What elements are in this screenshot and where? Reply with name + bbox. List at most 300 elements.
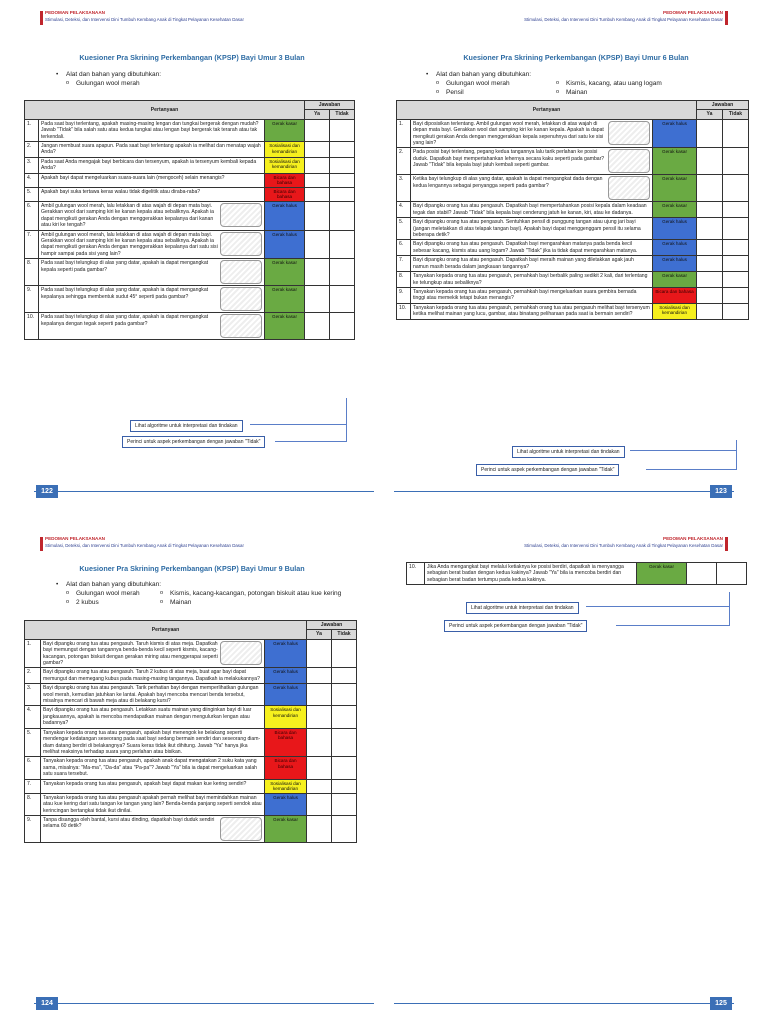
answer-yes-cell[interactable]: [307, 728, 332, 757]
table-row: [397, 202, 749, 218]
category-cell: Sosialisasi dan kemandirian: [653, 303, 697, 319]
kpsp-table: [406, 562, 747, 585]
tool-item: o Gulungan wool merah: [426, 79, 531, 88]
header-yes: Ya: [697, 110, 723, 119]
question-label: Ambil gulungan wool merah, lalu letakkan di atas wajah di depan mata bayi. Gerakkan wool dari samping kiri ke kanan kepala atau sebaliknya. Apakah ia dapat mengikuti gerakan Anda dengan menggerakkan kepalanya dari satu sisi hampir sampai pada sisi yang lain?: [41, 231, 218, 257]
connector-line: [586, 606, 729, 607]
category-cell: Bicara dan bahasa: [265, 187, 305, 201]
header-question: Pertanyaan: [397, 101, 697, 120]
tool-item: o Kismis, kacang-kacangan, potongan biskuit atau kue kering: [150, 589, 350, 598]
answer-no-cell[interactable]: [330, 187, 355, 201]
page-124: [0, 512, 384, 1024]
header-yes: Ya: [307, 630, 332, 639]
question-number: 2.: [25, 142, 39, 158]
page-number: 124: [36, 997, 58, 1010]
answer-yes-cell[interactable]: [697, 256, 723, 272]
question-text: [39, 230, 265, 259]
kpsp-table: [24, 620, 357, 843]
question-text: [39, 187, 265, 201]
table-row: [407, 563, 747, 585]
answer-no-cell[interactable]: [332, 728, 357, 757]
question-label: Jangan membuat suara apapun. Pada saat bayi terlentang apakah ia melihat dan menatap wajah Anda?: [41, 143, 261, 156]
table-row: [397, 256, 749, 272]
table-row: [25, 142, 355, 158]
question-text: [41, 793, 265, 815]
category-cell: Gerak kasar: [653, 148, 697, 175]
page-header: [40, 536, 344, 554]
answer-no-cell[interactable]: [332, 706, 357, 728]
perinci-note: Perinci untuk aspek perkembangan dengan jawaban "Tidak": [444, 620, 587, 632]
question-label: Pada saat bayi telungkup di alas yang datar, apakah ia dapat mengangkat kepalanya sehingga membentuk sudut 45° seperti pada gambar?: [41, 287, 209, 300]
question-number: 9.: [25, 286, 39, 313]
header-subtitle: Stimulasi, Deteksi, dan Intervensi Dini Tumbuh Kembang Anak di Tingkat Pelayanan Kesehatan Dasar: [45, 543, 244, 548]
perinci-note: Perinci untuk aspek perkembangan dengan jawaban "Tidak": [476, 464, 619, 476]
question-number: 6.: [397, 240, 411, 256]
tools-heading: • Alat dan bahan yang dibutuhkan:: [426, 70, 531, 79]
kpsp-table: [396, 100, 749, 320]
question-text: [41, 639, 265, 668]
question-label: Tanyakan kepada orang tua atau pengasuh, pernahkah bayi berbalik paling sedikit 2 kali, dari terlentang ke telungkup atau sebaliknya?: [413, 273, 648, 286]
category-cell: Gerak halus: [265, 668, 307, 684]
question-label: Ketika bayi telungkup di alas yang datar, apakah ia dapat mengangkat dada dengan kedua lengannya sebagai penyangga seperti pada gambar?: [413, 176, 603, 189]
illustration-image: [220, 232, 262, 256]
illustration-image: [220, 817, 262, 841]
category-cell: Sosialisasi dan kemandirian: [265, 157, 305, 173]
category-cell: Gerak halus: [265, 202, 305, 231]
question-number: 10.: [407, 563, 425, 585]
question-text: [411, 148, 653, 175]
illustration-image: [220, 260, 262, 284]
question-text: [39, 313, 265, 340]
question-text: [41, 815, 265, 842]
question-number: 9.: [397, 287, 411, 303]
question-number: 5.: [397, 218, 411, 240]
header-accent-bar: [40, 537, 43, 551]
header-org: PEDOMAN PELAKSANAAN: [45, 536, 105, 541]
question-number: 1.: [25, 119, 39, 141]
category-cell: Gerak halus: [653, 256, 697, 272]
question-label: Pada saat bayi telungkup di alas yang datar, apakah ia dapat mengangkat kepala seperti pada gambar?: [41, 260, 209, 273]
page-title: Kuesioner Pra Skrining Perkembangan (KPSP) Bayi Umur 9 Bulan: [79, 564, 305, 573]
page-number: 123: [710, 485, 732, 498]
header-subtitle: Stimulasi, Deteksi, dan Intervensi Dini Tumbuh Kembang Anak di Tingkat Pelayanan Kesehatan Dasar: [524, 543, 723, 548]
answer-no-cell[interactable]: [330, 259, 355, 286]
category-cell: Gerak kasar: [265, 119, 305, 141]
question-label: Bayi dipangku orang tua atau pengasuh. Letakkan suatu mainan yang diinginkan bayi di luar jangkauannya, apakah ia mencoba mendapatkan mainan dengan mengulurkan lengan atau badannya?: [43, 707, 252, 727]
table-header-row: [397, 101, 749, 110]
header-answer: Jawaban: [697, 101, 749, 110]
answer-yes-cell[interactable]: [307, 793, 332, 815]
page-125: [384, 512, 768, 1024]
question-label: Pada saat Anda mengajak bayi berbicara dan tersenyum, apakah ia tersenyum kembali kepada Anda?: [41, 158, 257, 172]
header-org: PEDOMAN PELAKSANAAN: [663, 536, 723, 541]
question-number: 4.: [397, 202, 411, 218]
header-answer: Jawaban: [307, 621, 357, 630]
page-122: [0, 0, 384, 512]
question-label: Bayi dipangku orang tua atau pengasuh. Tarik perhatian bayi dengan memperlihatkan gulungan wool merah, kemudian jatuhkan ke lantai. Apakah bayi mencoba mencari benda tersebut, misalnya mencari di bawah meja atau di belakang kursi?: [43, 685, 259, 705]
question-label: Bayi dipangku orang tua atau pengasuh. Taruh 2 kubus di atas meja, buat agar bayi dapat memungut dan memegang kubus pada masing-masing tangannya. Dapatkah ia melakukannya?: [43, 669, 260, 682]
category-cell: Gerak kasar: [265, 286, 305, 313]
question-text: [39, 202, 265, 231]
question-text: [411, 240, 653, 256]
answer-no-cell[interactable]: [723, 218, 749, 240]
header-no: Tidak: [332, 630, 357, 639]
question-number: 2.: [25, 668, 41, 684]
category-cell: Gerak kasar: [637, 563, 687, 585]
connector-line: [275, 441, 346, 442]
question-text: [411, 218, 653, 240]
question-text: [39, 142, 265, 158]
answer-no-cell[interactable]: [332, 815, 357, 842]
illustration-image: [220, 203, 262, 227]
question-number: 6.: [25, 757, 41, 779]
category-cell: Bicara dan bahasa: [653, 287, 697, 303]
answer-yes-cell[interactable]: [305, 142, 330, 158]
question-label: Bayi dipangku orang tua atau pengasuh. Dapatkah bayi meraih mainan yang diletakkan agak jauh namun masih berada dalam jangkauan tangannya?: [413, 257, 634, 270]
perinci-note: Perinci untuk aspek perkembangan dengan jawaban "Tidak": [122, 436, 265, 448]
category-cell: Gerak kasar: [265, 259, 305, 286]
illustration-image: [608, 149, 650, 173]
table-row: [25, 728, 357, 757]
illustration-image: [220, 287, 262, 311]
answer-no-cell[interactable]: [332, 779, 357, 793]
category-cell: Gerak halus: [265, 684, 307, 706]
question-text: [39, 157, 265, 173]
answer-no-cell[interactable]: [723, 287, 749, 303]
table-row: [397, 119, 749, 148]
page-number: 125: [710, 997, 732, 1010]
table-row: [397, 287, 749, 303]
question-label: Tanpa disangga oleh bantal, kursi atau dinding, dapatkah bayi duduk sendiri selama 60 detik?: [43, 816, 215, 830]
answer-no-cell[interactable]: [330, 230, 355, 259]
answer-no-cell[interactable]: [332, 757, 357, 779]
table-row: [25, 202, 355, 231]
answer-no-cell[interactable]: [723, 202, 749, 218]
question-number: 3.: [25, 157, 39, 173]
question-label: Ambil gulungan wool merah, lalu letakkan di atas wajah di depan mata bayi. Gerakkan wool dari samping kiri ke kanan kepala atau sebaliknya. Apakah ia dapat mengikuti gerakan Anda dengan menggerakkan kepalanya dari kanan atau kiri ke tengah?: [41, 203, 215, 229]
question-number: 4.: [25, 173, 39, 187]
question-label: Bayi dipangku orang tua atau pengasuh. Taruh kismis di atas meja. Dapatkah bayi memungut dengan tangannya benda-benda kecil seperti kismis, kacang-kacangan, potongan biskuit dengan gerakan miring atau menggerapai seperti gambar?: [43, 640, 218, 667]
header-question: Pertanyaan: [25, 101, 305, 120]
answer-no-cell[interactable]: [332, 668, 357, 684]
tool-item: o Mainan: [546, 88, 662, 97]
answer-yes-cell[interactable]: [697, 240, 723, 256]
tool-item: o Gulungan wool merah: [56, 79, 161, 88]
table-header-row: [25, 101, 355, 110]
table-row: [25, 230, 355, 259]
illustration-image: [608, 176, 650, 200]
page-header: [424, 10, 728, 28]
question-text: [411, 287, 653, 303]
header-subtitle: Stimulasi, Deteksi, dan Intervensi Dini Tumbuh Kembang Anak di Tingkat Pelayanan Kesehatan Dasar: [45, 17, 244, 22]
question-label: Tanyakan kepada orang tua atau pengasuh, pernahkah orang tua atau pengasuh melihat bayi tersenyum ketika melihat mainan yang lucu, gambar, atau binatang peliharaan pada saat ia bermain sendiri?: [413, 304, 650, 318]
table-row: [25, 668, 357, 684]
connector-line: [630, 450, 736, 451]
tool-item: o Kismis, kacang, atau uang logam: [546, 79, 662, 88]
question-text: [41, 728, 265, 757]
question-label: Tanyakan kepada orang tua atau pengasuh, apakah bayi menengok ke belakang seperti mendengar kedatangan seseorang pada saat bayi sedang bermain sendiri dan seseorang diam-diam datang berdiri di belakangnya? Suara keras tidak ikut dihitung. Jawab "Ya" hanya jika melihat reaksinya terhadap suara yang perlahan atau bisikan.: [43, 729, 261, 755]
question-text: [39, 259, 265, 286]
question-text: [411, 202, 653, 218]
table-row: [397, 303, 749, 319]
answer-yes-cell[interactable]: [697, 303, 723, 319]
answer-yes-cell[interactable]: [305, 313, 330, 340]
question-label: Pada saat bayi telungkup di alas yang datar, apakah ia dapat mengangkat kepalanya dengan tegak seperti pada gambar?: [41, 314, 209, 327]
question-text: [41, 684, 265, 706]
answer-yes-cell[interactable]: [697, 287, 723, 303]
question-label: Apakah bayi dapat mengeluarkan suara-suara lain (mengoceh) selain menangis?: [41, 174, 225, 181]
question-label: Pada saat bayi terlentang, apakah masing-masing lengan dan tungkai bergerak dengan mudah? Jawab "Tidak" bila salah satu atau kedua tungkai atau lengan bayi bergerak tak terarah atau tak terkendali.: [41, 120, 259, 140]
question-label: Bayi dipangku orang tua atau pengasuh. Dapatkah bayi mengarahkan matanya pada benda kecil sebesar kacang, kismis atau uang logam? Jawab "Tidak" jika ia tidak dapat mengarahkan matanya.: [413, 241, 638, 254]
question-label: Apakah bayi suka tertawa keras walau tidak digelitik atau diraba-raba?: [41, 188, 201, 195]
answer-yes-cell[interactable]: [697, 272, 723, 288]
question-label: Pada posisi bayi terlentang, pegang kedua tangannya lalu tarik perlahan ke posisi duduk. Dapatkah bayi mempertahankan lehernya secara kaku seperti pada gambar? Jawab "Tidak" bila kepala bayi jatuh kembali seperti gambar.: [413, 149, 605, 169]
question-text: [39, 173, 265, 187]
header-no: Tidak: [723, 110, 749, 119]
category-cell: Sosialisasi dan kemandirian: [265, 706, 307, 728]
tool-item: o Gulungan wool merah: [56, 589, 161, 598]
table-row: [25, 779, 357, 793]
category-cell: Bicara dan bahasa: [265, 173, 305, 187]
answer-yes-cell[interactable]: [307, 684, 332, 706]
answer-yes-cell[interactable]: [307, 757, 332, 779]
answer-no-cell[interactable]: [723, 175, 749, 202]
answer-no-cell[interactable]: [330, 119, 355, 141]
connector-line: [729, 592, 730, 626]
footer-line: [34, 491, 374, 492]
answer-no-cell[interactable]: [332, 793, 357, 815]
category-cell: Gerak kasar: [653, 175, 697, 202]
question-label: Bayi dipangku orang tua atau pengasuh. Sentuhkan pensil di punggung tangan atau ujung jari bayi (jangan meletakkan di atas telapak tangan bayi). Apakah bayi dapat menggenggam pensil itu selama beberapa detik?: [413, 219, 641, 239]
tool-item: o 2 kubus: [56, 598, 161, 607]
category-cell: Bicara dan bahasa: [265, 728, 307, 757]
question-text: [411, 256, 653, 272]
answer-yes-cell[interactable]: [305, 187, 330, 201]
header-accent-bar: [40, 11, 43, 25]
illustration-image: [608, 121, 650, 145]
question-number: 8.: [397, 272, 411, 288]
question-label: Jika Anda mengangkat bayi melalui ketiaknya ke posisi berdiri, dapatkah ia menyangga sebagian berat badan dengan kedua kakinya? Jawab "Ya" bila ia mencoba berdiri dan sebagian berat badan tertumpu pada kedua kakinya.: [427, 564, 624, 583]
page-number: 122: [36, 485, 58, 498]
tools-list-right: [546, 79, 662, 97]
table-row: [25, 157, 355, 173]
answer-yes-cell[interactable]: [697, 148, 723, 175]
answer-yes-cell[interactable]: [697, 218, 723, 240]
table-row: [25, 684, 357, 706]
answer-no-cell[interactable]: [723, 256, 749, 272]
algoritme-note: Lihat algoritme untuk interpretasi dan tindakan: [130, 420, 243, 432]
illustration-image: [220, 641, 262, 665]
category-cell: Sosialisasi dan kemandirian: [265, 142, 305, 158]
question-number: 5.: [25, 187, 39, 201]
page-title: Kuesioner Pra Skrining Perkembangan (KPSP) Bayi Umur 6 Bulan: [463, 53, 689, 62]
page-header: [424, 536, 728, 554]
question-number: 9.: [25, 815, 41, 842]
answer-yes-cell[interactable]: [305, 173, 330, 187]
answer-yes-cell[interactable]: [305, 119, 330, 141]
connector-line: [250, 424, 346, 425]
header-accent-bar: [725, 537, 728, 551]
answer-yes-cell[interactable]: [687, 563, 717, 585]
question-text: [411, 175, 653, 202]
question-number: 8.: [25, 793, 41, 815]
table-row: [25, 187, 355, 201]
tools-heading: • Alat dan bahan yang dibutuhkan:: [56, 70, 161, 79]
header-answer: Jawaban: [305, 101, 355, 110]
table-row: [25, 639, 357, 668]
question-number: 1.: [25, 639, 41, 668]
question-number: 4.: [25, 706, 41, 728]
tools-list: [426, 70, 531, 97]
question-number: 10.: [25, 313, 39, 340]
question-text: [41, 706, 265, 728]
category-cell: Gerak halus: [265, 639, 307, 668]
header-accent-bar: [725, 11, 728, 25]
table-row: [25, 119, 355, 141]
footer-line: [34, 1003, 374, 1004]
footer-line: [394, 1003, 734, 1004]
table-row: [25, 286, 355, 313]
question-label: Tanyakan kepada orang tua atau pengasuh apakah pernah melihat bayi memindahkan mainan atau kue kering dari satu tangan ke tangan yang lain? Benda-benda panjang seperti sendok atau kerincingan bertangkai tidak ikut dinilai.: [43, 794, 262, 814]
answer-no-cell[interactable]: [723, 272, 749, 288]
category-cell: Gerak kasar: [653, 272, 697, 288]
category-cell: Gerak halus: [265, 793, 307, 815]
page-header: [40, 10, 344, 28]
table-row: [397, 175, 749, 202]
answer-no-cell[interactable]: [330, 202, 355, 231]
answer-yes-cell[interactable]: [697, 175, 723, 202]
answer-yes-cell[interactable]: [697, 119, 723, 148]
question-text: [39, 286, 265, 313]
answer-no-cell[interactable]: [330, 157, 355, 173]
table-row: [397, 240, 749, 256]
page-123: [384, 0, 768, 512]
question-number: 10.: [397, 303, 411, 319]
answer-no-cell[interactable]: [330, 173, 355, 187]
question-label: Tanyakan kepada orang tua atau pengasuh, pernahkah bayi mengeluarkan suara gembira bernada tinggi atau memekik tetapi bukan menangis?: [413, 288, 637, 302]
answer-yes-cell[interactable]: [307, 706, 332, 728]
question-number: 7.: [25, 779, 41, 793]
answer-yes-cell[interactable]: [307, 779, 332, 793]
connector-line: [736, 440, 737, 470]
question-label: Bayi dipangku orang tua atau pengasuh. Dapatkah bayi mempertahankan posisi kepala dalam keadaan tegak dan stabil? Jawab "Tidak" bila kepala bayi cenderung jatuh ke kanan, kiri, atau ke dadanya.: [413, 203, 647, 216]
question-text: [411, 272, 653, 288]
answer-yes-cell[interactable]: [307, 668, 332, 684]
header-question: Pertanyaan: [25, 621, 307, 640]
table-row: [25, 259, 355, 286]
page-title: Kuesioner Pra Skrining Perkembangan (KPSP) Bayi Umur 3 Bulan: [79, 53, 305, 62]
question-number: 2.: [397, 148, 411, 175]
header-org: PEDOMAN PELAKSANAAN: [663, 10, 723, 15]
header-yes: Ya: [305, 110, 330, 119]
tool-item: o Pensil: [426, 88, 531, 97]
tools-list: [56, 70, 161, 88]
table-row: [25, 313, 355, 340]
category-cell: Gerak halus: [653, 119, 697, 148]
question-number: 7.: [25, 230, 39, 259]
answer-no-cell[interactable]: [330, 142, 355, 158]
table-row: [397, 148, 749, 175]
connector-line: [616, 625, 729, 626]
header-subtitle: Stimulasi, Deteksi, dan Intervensi Dini Tumbuh Kembang Anak di Tingkat Pelayanan Kesehatan Dasar: [524, 17, 723, 22]
table-row: [397, 272, 749, 288]
question-label: Tanyakan kepada orang tua atau pengasuh, apakah anak dapat mengatakan 2 suku kata yang sama, misalnya: "Ma-ma", "Da-da" atau "Pa-pa"? Jawab "Ya" bila ia dapat mengeluarkan salah satu suara tersebut.: [43, 758, 257, 778]
question-number: 3.: [397, 175, 411, 202]
answer-no-cell[interactable]: [332, 639, 357, 668]
question-label: Bayi diposisikan terlentang. Ambil gulungan wool merah, letakkan di atas wajah di depan mata bayi. Gerakkan wool dari samping kiri ke kanan kepala. Apakah ia dapat mengikuti gerakan Anda dengan menggerakkan kepala sepenuhnya dari satu ke sisi yang lain?: [413, 120, 604, 147]
question-number: 3.: [25, 684, 41, 706]
answer-no-cell[interactable]: [330, 313, 355, 340]
answer-yes-cell[interactable]: [305, 286, 330, 313]
category-cell: Bicara dan bahasa: [265, 757, 307, 779]
kpsp-table: [24, 100, 355, 340]
question-text: [41, 668, 265, 684]
table-header-row: [25, 621, 357, 630]
connector-line: [346, 398, 347, 442]
algoritme-note: Lihat algoritme untuk interpretasi dan tindakan: [512, 446, 625, 458]
answer-no-cell[interactable]: [723, 119, 749, 148]
question-text: [411, 303, 653, 319]
illustration-image: [220, 314, 262, 338]
table-row: [25, 706, 357, 728]
question-number: 5.: [25, 728, 41, 757]
answer-yes-cell[interactable]: [305, 230, 330, 259]
tools-heading: • Alat dan bahan yang dibutuhkan:: [56, 580, 161, 589]
algoritme-note: Lihat algoritme untuk interpretasi dan tindakan: [466, 602, 579, 614]
table-row: [25, 757, 357, 779]
table-row: [25, 173, 355, 187]
answer-yes-cell[interactable]: [305, 259, 330, 286]
category-cell: Gerak halus: [265, 230, 305, 259]
question-text: [411, 119, 653, 148]
question-text: [425, 563, 637, 585]
category-cell: Sosialisasi dan kemandirian: [265, 779, 307, 793]
answer-no-cell[interactable]: [717, 563, 747, 585]
question-number: 1.: [397, 119, 411, 148]
table-row: [397, 218, 749, 240]
table-row: [25, 815, 357, 842]
answer-yes-cell[interactable]: [697, 202, 723, 218]
answer-yes-cell[interactable]: [307, 815, 332, 842]
question-text: [41, 779, 265, 793]
question-text: [41, 757, 265, 779]
category-cell: Gerak kasar: [265, 815, 307, 842]
question-number: 6.: [25, 202, 39, 231]
answer-no-cell[interactable]: [723, 303, 749, 319]
category-cell: Gerak halus: [653, 218, 697, 240]
category-cell: Gerak kasar: [265, 313, 305, 340]
header-org: PEDOMAN PELAKSANAAN: [45, 10, 105, 15]
question-label: Tanyakan kepada orang tua atau pengasuh, apakah bayi dapat makan kue kering sendiri?: [43, 780, 247, 787]
answer-no-cell[interactable]: [332, 684, 357, 706]
answer-no-cell[interactable]: [330, 286, 355, 313]
answer-yes-cell[interactable]: [305, 157, 330, 173]
answer-yes-cell[interactable]: [307, 639, 332, 668]
question-text: [39, 119, 265, 141]
answer-yes-cell[interactable]: [305, 202, 330, 231]
category-cell: Gerak halus: [653, 240, 697, 256]
question-number: 7.: [397, 256, 411, 272]
tools-list-right: [150, 589, 350, 607]
header-no: Tidak: [330, 110, 355, 119]
connector-line: [646, 469, 736, 470]
answer-no-cell[interactable]: [723, 148, 749, 175]
tools-list: [56, 580, 161, 607]
table-row: [25, 793, 357, 815]
answer-no-cell[interactable]: [723, 240, 749, 256]
question-number: 8.: [25, 259, 39, 286]
tool-item: o Mainan: [150, 598, 350, 607]
